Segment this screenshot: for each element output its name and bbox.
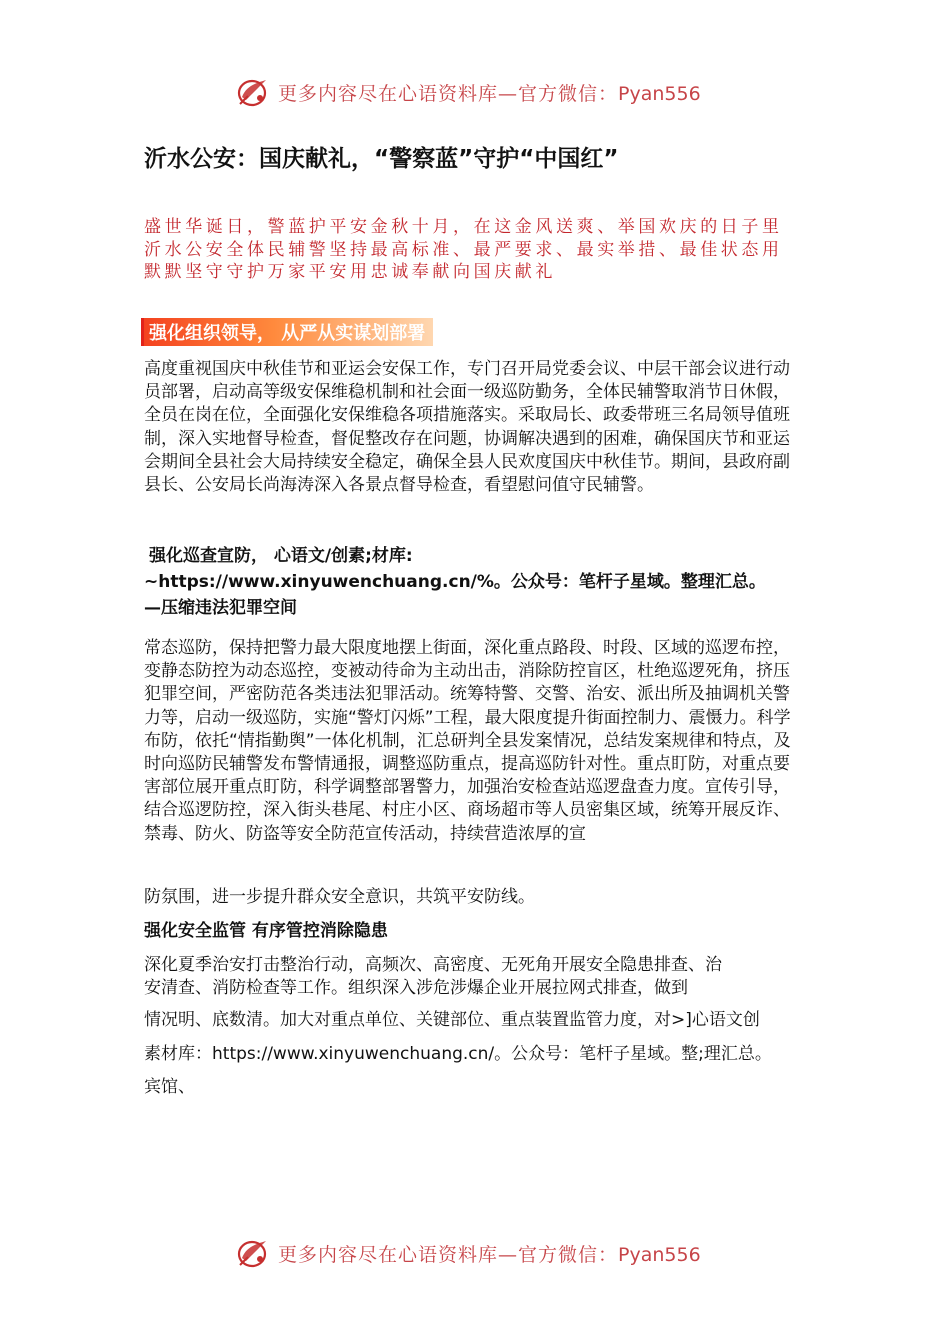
section2-heading-line2: ~https://www.xinyuwenchuang.cn/%。公众号：笔杆子星域。整理汇总。 (144, 572, 766, 592)
section2-body-tail: 防氛围，进一步提升群众安全意识，共筑平安防线。 (144, 887, 535, 907)
section2-heading-line3: —压缩违法犯罪空间 (144, 598, 297, 618)
section2-body: 常态巡防，保持把警力最大限度地摆上街面，深化重点路段、时段、区域的巡逻布控，变静态防控为动态巡控，变被动待命为主动出击，消除防控盲区，杜绝巡逻死角，挤压犯罪空间，严密防范各类违法犯罪活动。统筹特警、交警、治安、派出所及抽调机关警力等，启动一级巡防，实施“警灯闪烁”工程，最大限度提升街面控制力、震慑力。科学布防，依托“情指勤舆”一体化机制，汇总研判全县发案情况，总结发案规律和特点，及时向巡防民辅警发布警情通报，调整巡防重点，提高巡防针对性。重点盯防，对重点要害部位展开重点盯防，科学调整部署警力，加强治安检查站巡逻盘查力度。宣传引导，结合巡逻防控，深入街头巷尾、村庄小区、商场超市等人员密集区域，统筹开展反诈、禁毒、防火、防盗等安全防范宣传活动，持续营造浓厚的宣 (144, 638, 791, 844)
banner-text: 更多内容尽在心语资料库—官方微信：Pyan556 (278, 1243, 701, 1266)
section2-heading-line1: 强化巡查宣防， 心语文/创素;材库: (149, 546, 413, 566)
section3-heading: 强化安全监管 有序管控消除隐患 (144, 921, 388, 941)
page-title: 沂水公安：国庆献礼，“警察蓝”守护“中国红” (144, 146, 619, 172)
header-banner (236, 72, 701, 112)
quill-ink-logo-icon (236, 74, 272, 110)
section1-body: 高度重视国庆中秋佳节和亚运会安保工作，专门召开局党委会议、中层干部会议进行动员部署，启动高等级安保维稳机制和社会面一级巡防勤务，全体民辅警取消节日休假，全员在岗在位，全面强化安保维稳各项措施落实。采取局长、政委带班三名局领导值班制，深入实地督导检查，督促整改存在问题，协调解决遇到的困难，确保国庆节和亚运会期间全县社会大局持续安全稳定，确保全县人民欢度国庆中秋佳节。期间，县政府副县长、公安局长尚海涛深入各景点督导检查，看望慰问值守民辅警。 (144, 359, 790, 496)
footer-banner (236, 1233, 701, 1273)
section3-line3: 情况明、底数清。加大对重点单位、关键部位、重点装置监管力度，对>]心语文创 (144, 1010, 760, 1030)
quill-ink-logo-icon (236, 1235, 272, 1271)
intro-paragraph: 盛世华诞日，警蓝护平安金秋十月，在这金风送爽、举国欢庆的日子里沂水公安全体民辅警坚持最高标准、最严要求、最实举措、最佳状态用默默坚守守护万家平安用忠诚奉献向国庆献礼 (144, 217, 783, 282)
section3-line1: 深化夏季治安打击整治行动，高频次、高密度、无死角开展安全隐患排查、治 (144, 955, 722, 975)
section3-line2: 安清查、消防检查等工作。组织深入涉危涉爆企业开展拉网式排查，做到 (144, 978, 688, 998)
section3-line4: 素材库：https://www.xinyuwenchuang.cn/。公众号：笔杆子星域。整;理汇总。 (144, 1044, 772, 1064)
section-heading-organization (144, 318, 433, 346)
heading-accent-bar (141, 318, 144, 346)
section3-line5: 宾馆、 (144, 1077, 195, 1097)
banner-text: 更多内容尽在心语资料库—官方微信：Pyan556 (278, 82, 701, 105)
section-heading-text: 强化组织领导， 从严从实谋划部署 (149, 323, 426, 344)
